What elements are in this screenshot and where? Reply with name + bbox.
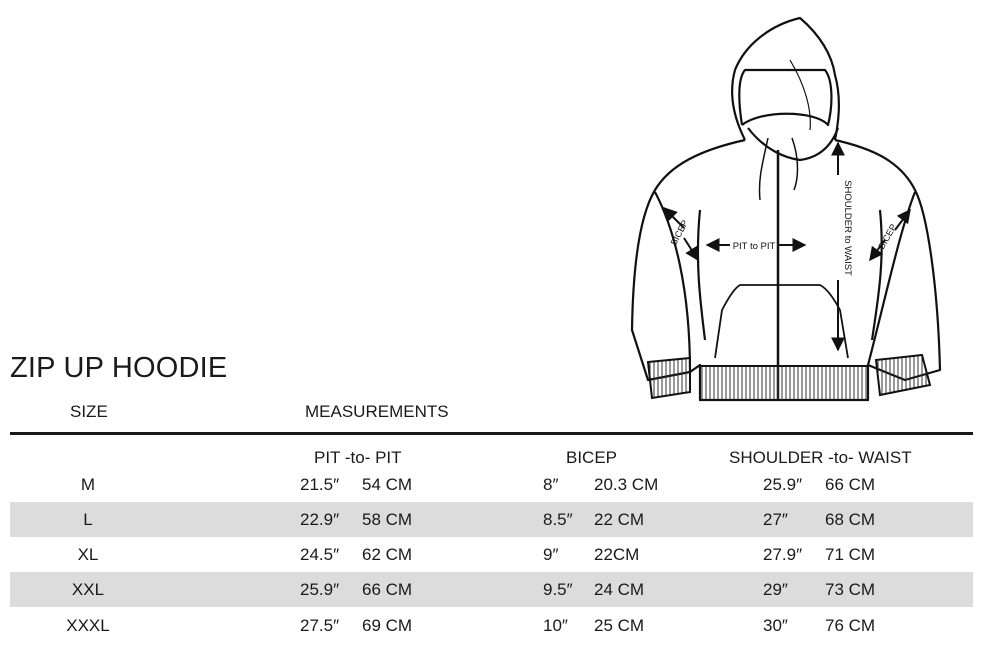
bicep-cm-cell: 24 CM bbox=[594, 580, 645, 599]
kangaroo-pocket bbox=[715, 285, 848, 358]
table-row bbox=[10, 467, 973, 502]
measurements-header: MEASUREMENTS bbox=[305, 402, 449, 421]
table-row bbox=[10, 572, 973, 607]
diagram-label-bicep-right: BICEP bbox=[876, 222, 899, 251]
left-cuff bbox=[648, 358, 690, 398]
shoulder-inches-cell: 27″ bbox=[763, 510, 788, 529]
shoulder-to-waist-header: SHOULDER -to- WAIST bbox=[729, 448, 912, 467]
bicep-inches-cell: 9.5″ bbox=[543, 580, 573, 599]
shoulder-inches-cell: 27.9″ bbox=[763, 545, 803, 564]
bicep-inches-cell: 8.5″ bbox=[543, 510, 573, 529]
bicep-cm-cell: 22 CM bbox=[594, 510, 645, 529]
size-cell: L bbox=[83, 510, 93, 529]
shoulder-cm-cell: 68 CM bbox=[825, 510, 876, 529]
pit-cm-cell: 69 CM bbox=[362, 616, 413, 635]
shoulder-inches-cell: 25.9″ bbox=[763, 475, 803, 494]
hoodie-diagram bbox=[620, 10, 950, 410]
bicep-inches-cell: 10″ bbox=[543, 616, 568, 635]
page-title: ZIP UP HOODIE bbox=[10, 352, 228, 384]
bicep-header: BICEP bbox=[566, 448, 618, 467]
header-rule bbox=[10, 432, 973, 435]
pit-inches-cell: 27.5″ bbox=[300, 616, 340, 635]
size-cell: XXL bbox=[71, 580, 105, 599]
diagram-label-bicep-left: BICEP bbox=[668, 218, 691, 247]
shoulder-inches-cell: 29″ bbox=[763, 580, 788, 599]
size-cell: M bbox=[80, 475, 96, 494]
bicep-cm-cell: 25 CM bbox=[594, 616, 645, 635]
shoulder-cm-cell: 66 CM bbox=[825, 475, 876, 494]
bicep-inches-cell: 8″ bbox=[543, 475, 559, 494]
pit-cm-cell: 66 CM bbox=[362, 580, 413, 599]
bicep-cm-cell: 22CM bbox=[594, 545, 640, 564]
shoulder-cm-cell: 73 CM bbox=[825, 580, 876, 599]
waistband bbox=[700, 366, 868, 400]
shoulder-inches-cell: 30″ bbox=[763, 616, 788, 635]
size-cell: XL bbox=[77, 545, 99, 564]
pit-inches-cell: 25.9″ bbox=[300, 580, 340, 599]
bicep-inches-cell: 9″ bbox=[543, 545, 559, 564]
pit-inches-cell: 22.9″ bbox=[300, 510, 340, 529]
right-cuff bbox=[876, 355, 930, 395]
diagram-label-pit: PIT to PIT bbox=[732, 241, 776, 252]
diagram-label-shoulder: SHOULDER to WAIST bbox=[842, 180, 853, 276]
shoulder-cm-cell: 76 CM bbox=[825, 616, 876, 635]
size-cell: XXXL bbox=[66, 616, 110, 635]
shoulder-cm-cell: 71 CM bbox=[825, 545, 876, 564]
pit-to-pit-header: PIT -to- PIT bbox=[314, 448, 402, 467]
table-row bbox=[10, 608, 973, 643]
pit-inches-cell: 21.5″ bbox=[300, 475, 340, 494]
table-row bbox=[10, 502, 973, 537]
table-row bbox=[10, 537, 973, 572]
bicep-cm-cell: 20.3 CM bbox=[594, 475, 659, 494]
pit-cm-cell: 58 CM bbox=[362, 510, 413, 529]
pit-inches-cell: 24.5″ bbox=[300, 545, 340, 564]
pit-cm-cell: 54 CM bbox=[362, 475, 413, 494]
size-header: SIZE bbox=[70, 402, 108, 421]
pit-cm-cell: 62 CM bbox=[362, 545, 413, 564]
